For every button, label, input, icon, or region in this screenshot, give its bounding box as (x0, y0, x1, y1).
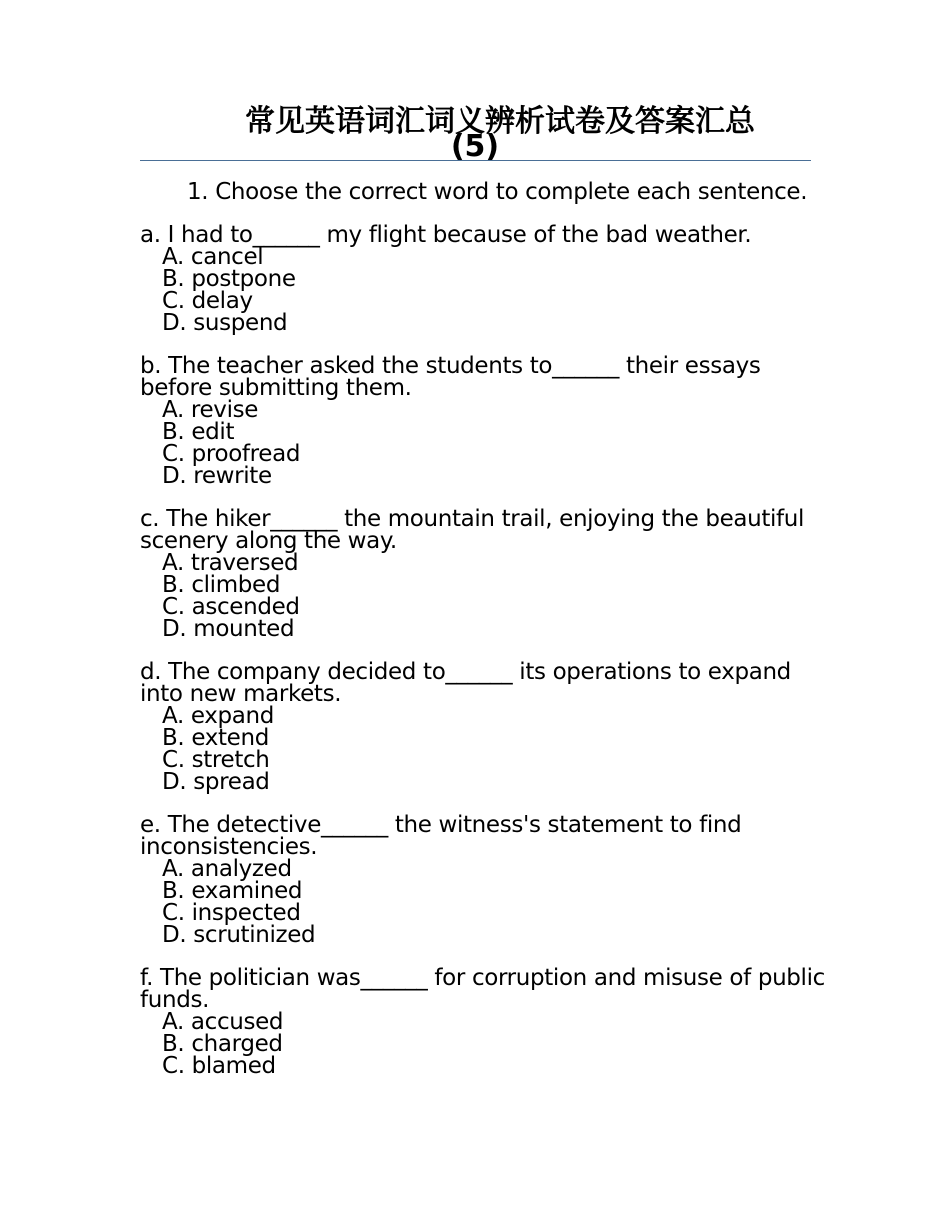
question-f (140, 967, 830, 1077)
question-b (140, 355, 830, 487)
question-d (140, 661, 830, 793)
option-b: B. edit (162, 419, 235, 445)
instruction-text: 1. Choose the correct word to complete each sentence. (187, 179, 808, 205)
option-c: C. proofread (162, 441, 301, 467)
option-list (140, 246, 830, 334)
title-line-1: 常见英语词汇词义辨析试卷及答案汇总 (245, 104, 755, 139)
option-c: C. blamed (162, 1053, 276, 1079)
question-e (140, 814, 830, 946)
option-d: D. rewrite (162, 463, 272, 489)
option-d: D. suspend (162, 310, 288, 336)
option-a: A. accused (162, 1009, 284, 1035)
question-list (140, 181, 830, 1077)
option-b: B. climbed (162, 572, 281, 598)
option-b: B. charged (162, 1031, 283, 1057)
option-a: A. traversed (162, 550, 299, 576)
option-d: D. spread (162, 769, 270, 795)
option-c: C. ascended (162, 594, 300, 620)
option-list (140, 858, 830, 946)
option-b: B. examined (162, 878, 303, 904)
question-stem: b. The teacher asked the students to______ their essays before submitting them. (140, 353, 761, 401)
option-list (140, 552, 830, 640)
question-stem: a. I had to______ my flight because of the bad weather. (140, 222, 752, 248)
title-underline (140, 160, 811, 161)
option-list (140, 705, 830, 793)
option-d: D. mounted (162, 616, 295, 642)
option-list (140, 1011, 830, 1077)
option-a: A. revise (162, 397, 259, 423)
option-b: B. extend (162, 725, 269, 751)
question-c (140, 508, 830, 640)
question-a (140, 224, 830, 334)
question-stem: d. The company decided to______ its operations to expand into new markets. (140, 659, 791, 707)
option-d: D. scrutinized (162, 922, 316, 948)
question-stem: f. The politician was______ for corruption and misuse of public funds. (140, 965, 825, 1013)
question-stem: e. The detective______ the witness's statement to find inconsistencies. (140, 812, 742, 860)
option-list (140, 399, 830, 487)
option-c: C. stretch (162, 747, 270, 773)
option-c: C. inspected (162, 900, 301, 926)
question-stem: c. The hiker______ the mountain trail, enjoying the beautiful scenery along the way. (140, 506, 805, 554)
option-a: A. expand (162, 703, 275, 729)
page-title (140, 106, 860, 163)
option-b: B. postpone (162, 266, 296, 292)
option-a: A. cancel (162, 244, 264, 270)
title-line-2: (5) (450, 129, 500, 164)
option-c: C. delay (162, 288, 253, 314)
option-a: A. analyzed (162, 856, 292, 882)
